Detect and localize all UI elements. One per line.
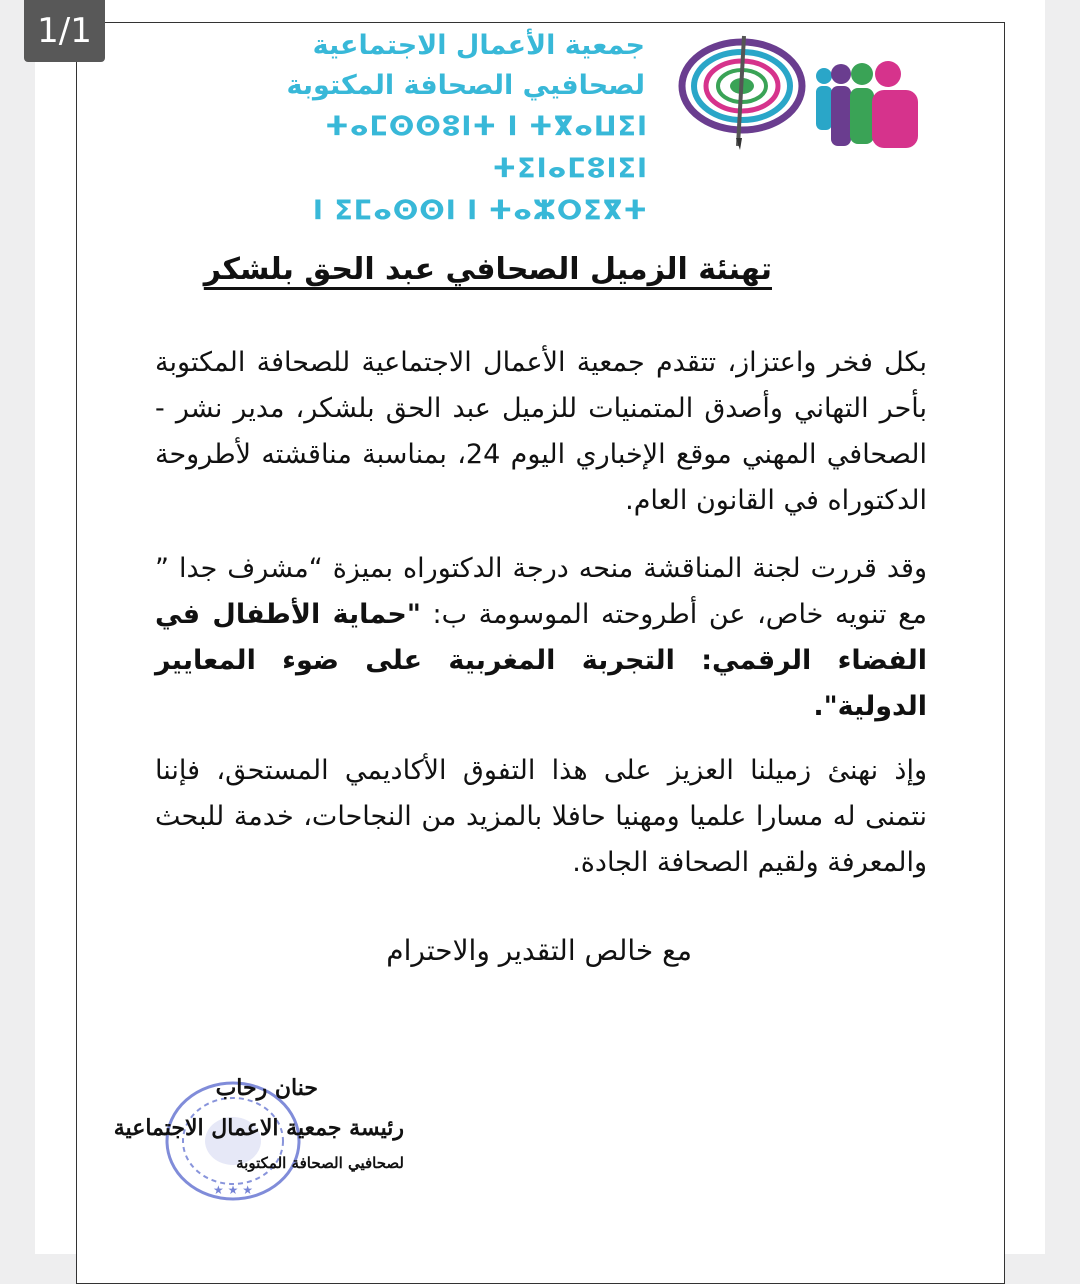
svg-text:★ ★ ★: ★ ★ ★ (213, 1183, 253, 1197)
page-indicator: 1/1 (24, 0, 105, 62)
association-logo (676, 34, 926, 152)
signatory-name: حنان رحاب (215, 1075, 318, 1101)
closing-line: مع خالص التقدير والاحترام (386, 934, 692, 967)
paragraph-congratulations: بكل فخر واعتزاز، تتقدم جمعية الأعمال الاجتماعية للصحافة المكتوبة بأحر التهاني وأصدق المتمنيات للزميل عبد الحق بلشكر، مدير نشر - الصحافي المهني موقع الإخباري اليوم 24، بمناسبة مناقشته لأطروحة الدكتوراه في القانون العام. (155, 347, 927, 516)
signature-block (104, 1068, 404, 1178)
thesis-title: "حماية الأطفال في الفضاء الرقمي: التجربة المغربية على ضوء المعايير الدولية". (155, 599, 927, 722)
tifinagh-line1: ⵜⴰⵎⵙⵙⵓⵏⵜ ⵏ ⵜⴳⴰⵡⵉⵏ ⵜⵉⵏⴰⵎⵓⵏⵉⵏ (325, 111, 648, 184)
signatory-org: لصحافيي الصحافة المكتوبة (236, 1154, 404, 1172)
tifinagh-line2: ⵏ ⵉⵎⴰⵙⵙⵏ ⵏ ⵜⴰⵣⵔⵉⴳⵜ (312, 195, 648, 226)
signatory-role: رئيسة جمعية الاعمال الاجتماعية (113, 1115, 404, 1141)
org-name-line2: لصحافيي الصحافة المكتوبة (286, 70, 645, 101)
document-title: تهنئة الزميل الصحافي عبد الحق بلشكر (203, 252, 772, 287)
org-name-tifinagh (228, 106, 648, 232)
thesis-intro: وقد قررت لجنة المناقشة منحه درجة الدكتوراه بميزة “مشرف جدا ” مع تنويه خاص، عن أطروحته الموسومة ب: (155, 553, 927, 630)
org-name-line1: جمعية الأعمال الاجتماعية (312, 30, 645, 61)
people-figures-icon (816, 61, 918, 148)
pen-circle-emblem-icon (682, 36, 802, 150)
paragraph-thesis (155, 546, 927, 730)
org-name-arabic (225, 26, 645, 106)
paragraph-wishes: وإذ نهنئ زميلنا العزيز على هذا التفوق الأكاديمي المستحق، فإننا نتمنى له مسارا علميا ومهنيا حافلا بالمزيد من النجاحات، خدمة للبحث والمعرفة ولقيم الصحافة الجادة. (155, 755, 927, 878)
